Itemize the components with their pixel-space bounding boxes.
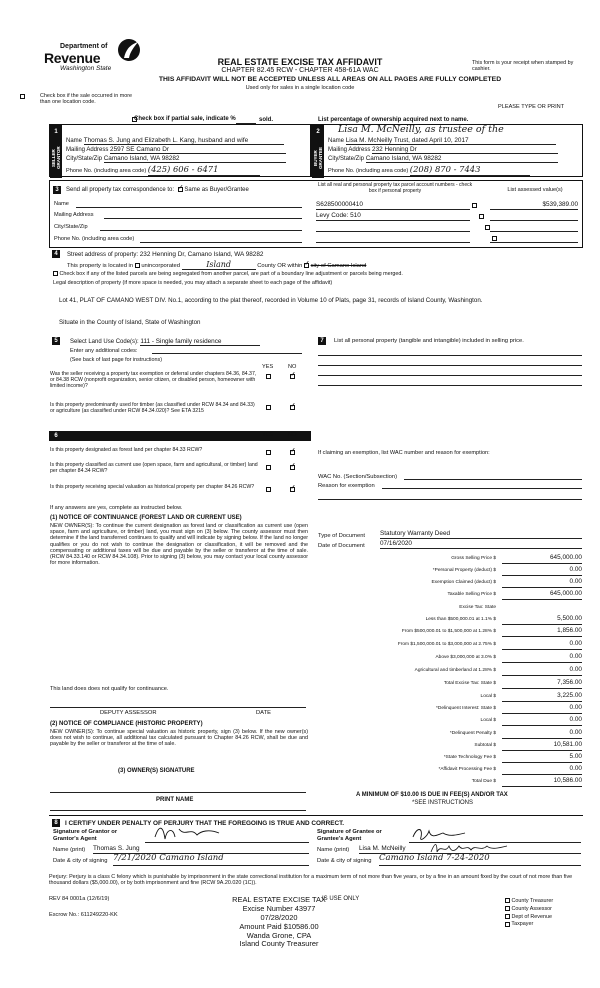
excise-tax-local[interactable]: 3,225.00 <box>502 692 582 702</box>
city-of-checkbox[interactable] <box>304 263 309 268</box>
delinquent-interest-state[interactable]: 0.00 <box>502 704 582 714</box>
tax-row <box>318 640 582 651</box>
certify-statement: I CERTIFY UNDER PENALTY OF PERJURY THAT THE FOREGOING IS TRUE AND CORRECT. <box>65 820 345 827</box>
escrow-number: Escrow No.: 611249220-KK <box>49 912 118 918</box>
copy-distribution <box>505 898 553 929</box>
ownership-pct-note: List percentage of ownership acquired next to name. <box>318 117 469 123</box>
certify-section-number: 8 <box>52 819 60 827</box>
agricultural-tax[interactable]: 0.00 <box>502 666 582 676</box>
tax-row <box>318 716 582 727</box>
property-section-number: 4 <box>52 250 60 258</box>
print-name-line[interactable] <box>50 805 306 811</box>
buyer-city-label: City/State/Zip <box>328 156 365 162</box>
historic-no-checkbox[interactable] <box>290 487 295 492</box>
parcel-number-field[interactable]: S628500000410 <box>316 201 470 210</box>
correspondence-section-number: 3 <box>53 186 61 194</box>
tax-bracket-3[interactable]: 0.00 <box>502 640 582 650</box>
tax-row-label: Subtotal $ <box>474 743 496 748</box>
grantee-date-field[interactable]: Camano Island 7-24-2020 <box>379 854 581 866</box>
buyer-section-number: 2 <box>314 128 322 136</box>
reason-label: Reason for exemption <box>318 483 375 489</box>
grantor-date-field[interactable]: 7/21/2020 Camano Island <box>113 854 309 866</box>
parcel-personal-checkbox-1[interactable] <box>472 203 477 208</box>
certify-section <box>49 815 583 873</box>
tax-row <box>318 603 582 614</box>
print-name-label: PRINT NAME <box>156 797 194 803</box>
tax-row-label: Exemption Claimed (deduct) $ <box>431 580 496 585</box>
copy-treasurer-label: County Treasurer <box>511 898 554 904</box>
deputy-assessor-line[interactable] <box>50 698 306 708</box>
street-label: Street address of property: <box>67 252 139 258</box>
tax-row-label: Less than $500,000.01 at 1.1% $ <box>425 617 496 622</box>
owner-signature-line[interactable] <box>50 783 306 793</box>
property-section <box>49 250 583 328</box>
gross-selling-price[interactable]: 645,000.00 <box>502 554 582 564</box>
tax-row-label: From $500,000.01 to $1,500,000 at 1.28% $ <box>401 629 496 634</box>
corr-phone-label: Phone No. (including area code) <box>54 236 135 242</box>
copy-treasurer-checkbox[interactable] <box>505 898 510 903</box>
stamp-line-3: 07/28/2020 <box>260 912 298 922</box>
logo-name: Revenue <box>44 50 101 66</box>
forest-no-checkbox[interactable] <box>290 450 295 455</box>
same-as-buyer-checkbox[interactable] <box>178 187 183 192</box>
taxable-selling-price[interactable]: 645,000.00 <box>502 590 582 600</box>
located-label: This property is located in <box>67 263 134 269</box>
buyer-address-label: Mailing Address <box>328 147 371 153</box>
exemption-claimed[interactable]: 0.00 <box>502 578 582 588</box>
section6-number: 6 <box>52 432 60 440</box>
legal-situate: Situate in the County of Island, State of Washington <box>59 319 201 326</box>
forest-question: Is this property designated as forest land per chapter 84.33 RCW? <box>50 447 203 453</box>
copy-assessor-label: County Assessor <box>511 905 552 912</box>
form-chapter: CHAPTER 82.45 RCW - CHAPTER 458-61A WAC <box>221 67 379 74</box>
buyer-section <box>311 124 583 177</box>
buyer-city-field[interactable]: Camano Island, WA 98282 <box>366 155 558 163</box>
tax-row-label: *Affidavit Processing Fee $ <box>438 767 496 772</box>
reason-field-2[interactable] <box>318 493 582 500</box>
buyer-phone-label: Phone No. (including area code) <box>328 168 409 174</box>
additional-codes-field[interactable] <box>152 347 302 354</box>
tax-row <box>318 753 582 764</box>
historic-yes-checkbox[interactable] <box>266 487 271 492</box>
stamp-line-5: Wanda Grone, CPA <box>246 930 312 940</box>
affidavit-processing-fee[interactable]: 0.00 <box>502 765 582 775</box>
corr-city-label: City/State/Zip <box>54 224 88 230</box>
seller-address-label: Mailing Address <box>66 147 109 153</box>
tax-row <box>318 554 582 565</box>
parcel-personal-checkbox-2[interactable] <box>479 214 484 219</box>
qualify-note: This land does does not qualify for continuance. <box>50 686 169 692</box>
seller-section <box>49 124 311 177</box>
multi-location-label: Check box if the sale occurred in more than one location code. <box>40 93 132 106</box>
seller-phone-field[interactable]: (425) 606 - 6471 <box>148 165 260 176</box>
seller-section-number: 1 <box>52 128 60 136</box>
legal-description: Lot 41, PLAT OF CAMANO WEST DIV. No.1, according to the plat thereof, recorded in Volume 10 of Plats, page 31, records of Island County, Washington. <box>59 297 483 304</box>
assessed-header: List assessed value(s) <box>507 187 563 193</box>
copy-revenue-checkbox[interactable] <box>505 914 510 919</box>
parcel-number-field-3[interactable] <box>316 223 470 232</box>
city-of-label: city of Camano Island <box>310 263 367 269</box>
corr-name-label: Name <box>54 201 69 207</box>
grantee-date-label: Date & city of signing <box>317 858 372 864</box>
tax-row-label: *Delinquent Penalty $ <box>449 731 496 736</box>
partial-sale-label: Check box if partial sale, indicate % <box>134 116 236 122</box>
partial-sale-input[interactable] <box>236 116 256 124</box>
tax-row-label: Local $ <box>480 694 496 699</box>
partial-sale-sold: sold. <box>259 117 274 123</box>
buyer-name-field[interactable]: Lisa M. McNeilly Trust, dated April 10, 2017 <box>346 137 556 145</box>
tax-row <box>318 777 582 788</box>
exemption-yes-checkbox[interactable] <box>266 374 271 379</box>
land-use-yes-header: YES <box>262 364 274 370</box>
street-value[interactable]: 232 Henning Dr, Camano Island, WA 98282 <box>139 251 264 258</box>
corr-name-field[interactable] <box>76 201 302 208</box>
exemption-question: Was the seller receiving a property tax exemption or deferral under chapters 84.36, 84.37, or 84.38 RCW (nonprofit organization, senior citizen, or disabled person, homeowner with limited income)? <box>50 371 257 389</box>
buyer-section-bar <box>312 125 324 178</box>
technology-fee[interactable]: 5.00 <box>502 753 582 763</box>
assessed-value-field-4[interactable] <box>490 234 578 243</box>
tax-row-label: Total Excise Tax: State $ <box>443 681 496 686</box>
form-warning: THIS AFFIDAVIT WILL NOT BE ACCEPTED UNLESS ALL AREAS ON ALL PAGES ARE FULLY COMPLETED <box>158 76 502 83</box>
grantee-signature-label: Signature of Grantee or Grantee's Agent <box>317 829 382 842</box>
tax-row <box>318 566 582 577</box>
tax-row-label: From $1,500,000.01 to $3,000,000 at 2.75% $ <box>397 642 496 647</box>
notice1-body: NEW OWNER(S): To continue the current designation as forest land or classification as current use (open space, farm and agriculture, or timber) land, you must sign on (3) below. The county assessor must then determine if the land transferred continues to qualify and will indicate by signing below. If the land no longer qualifies or you do not wish to continue the designation or classification, it will be removed and the compensating or additional taxes will be due and payable by the seller or transferor at the time of sale. (RCW 84.33.140 or RCW 84.34.108). Prior to signing (3) below, you may contact your local county assessor for more information. <box>50 523 308 567</box>
segregated-checkbox[interactable] <box>53 271 58 276</box>
personal-property-line-4[interactable] <box>318 378 582 386</box>
seller-city-label: City/State/Zip <box>66 156 103 162</box>
personal-property-line-1[interactable] <box>318 348 582 356</box>
grantee-name-field[interactable]: Lisa M. McNeilly <box>359 845 581 854</box>
delinquent-interest-local[interactable]: 0.00 <box>502 716 582 726</box>
deputy-date-label: DATE <box>256 710 272 716</box>
tax-row-label: *Personal Property (deduct) $ <box>432 568 496 573</box>
doc-type-field[interactable]: Statutory Warranty Deed <box>380 530 582 539</box>
seller-name-field[interactable]: Thomas S. Jung and Elizabeth L. Kang, husband and wife <box>84 137 284 145</box>
wac-label: WAC No. (Section/Subsection) <box>318 474 398 480</box>
copy-revenue-label: Dept of Revenue <box>511 913 552 920</box>
tax-row <box>318 692 582 703</box>
wac-field[interactable] <box>404 473 582 480</box>
levy-code-field[interactable]: Levy Code: 510 <box>316 212 470 221</box>
notice2-body: NEW OWNER(S): To continue special valuation as historic property, sign (3) below. If the new owner(s) does not wish to continue, all additional tax calculated pursuant to Chapter 84.26 RCW, shall be due and payable by the seller or transferor at the time of sale. <box>50 729 308 748</box>
additional-codes-label: Enter any additional codes: <box>70 348 138 354</box>
section6-yes-header: YES <box>262 432 274 438</box>
tax-row <box>318 578 582 589</box>
tax-row-label: *State Technology Fee $ <box>443 755 496 760</box>
current-use-no-checkbox[interactable] <box>290 465 295 470</box>
total-due[interactable]: 10,586.00 <box>502 777 582 787</box>
county-field[interactable]: Island <box>182 260 256 270</box>
excise-tax-state-label: Excise Tax: State <box>459 605 496 610</box>
minimum-note: A MINIMUM OF $10.00 IS DUE IN FEE(S) AND/OR TAX <box>356 792 508 798</box>
doc-type-label: Type of Document <box>318 533 366 539</box>
deputy-assessor-label: DEPUTY ASSESSOR <box>100 710 157 716</box>
tax-row <box>318 627 582 638</box>
parcel-header: List all real and personal property tax parcel account numbers - check box if personal property <box>317 182 473 194</box>
buyer-phone-field[interactable]: (208) 870 - 7443 <box>410 165 530 176</box>
exemption-claim-label: If claiming an exemption, list WAC number and reason for exemption: <box>318 450 490 456</box>
buyer-address-field[interactable]: 232 Henning Dr <box>372 146 558 154</box>
land-use-section-number: 5 <box>52 337 60 345</box>
grantor-name-field[interactable]: Thomas S. Jung <box>93 845 309 854</box>
grantor-date-label: Date & city of signing <box>53 858 108 864</box>
stamp-line-1: REAL ESTATE EXCISE TAX <box>232 895 326 904</box>
same-as-buyer-label: Same as Buyer/Grantee <box>184 187 249 194</box>
personal-property-line-2[interactable] <box>318 358 582 366</box>
exemption-no-checkbox[interactable] <box>290 374 295 379</box>
timber-no-checkbox[interactable] <box>290 405 295 410</box>
tax-row-label: Taxable Selling Price $ <box>447 592 496 597</box>
segregated-label: Check box if any of the listed parcels are being segregated from another parcel, are part of a boundary line adjustment or parcels being merged. <box>59 271 403 277</box>
legal-label: Legal description of property (if more space is needed, you may attach a separate sheet to each page of the affidavit) <box>53 280 333 286</box>
current-use-yes-checkbox[interactable] <box>266 465 271 470</box>
tax-row <box>318 615 582 626</box>
doc-date-label: Date of Document <box>318 543 365 549</box>
personal-property-line-3[interactable] <box>318 368 582 376</box>
unincorporated-label: unincorporated <box>141 263 180 269</box>
current-use-question: Is this property classified as current use (open space, farm and agricultural, or timber) land per chapter 84.34 RCW? <box>50 462 258 474</box>
county-or-within-label: County OR within <box>257 263 303 269</box>
tax-row-label: Gross Selling Price $ <box>451 556 496 561</box>
subtotal[interactable]: 10,581.00 <box>502 741 582 751</box>
tax-row <box>318 653 582 664</box>
tax-bracket-2[interactable]: 1,856.00 <box>502 627 582 637</box>
form-number: REV 84 0001a (12/6/19) <box>49 896 110 902</box>
single-location-note: Used only for sales in a single location code <box>245 85 355 91</box>
total-excise-tax-state[interactable]: 7,356.00 <box>502 679 582 689</box>
seller-section-bar <box>50 125 62 178</box>
assessed-value-field-2[interactable] <box>490 212 578 221</box>
personal-property-deduct[interactable]: 0.00 <box>502 566 582 576</box>
tax-row-label: *Delinquent Interest: State $ <box>436 706 496 711</box>
grantor-name-label: Name (print) <box>53 847 86 853</box>
multi-location-checkbox[interactable] <box>20 94 25 99</box>
stamp-line-2: Excise Number 43977 <box>242 903 316 913</box>
see-instructions-note: *SEE INSTRUCTIONS <box>412 800 474 806</box>
grantee-name-label: Name (print) <box>317 847 350 853</box>
grantor-signature-field[interactable] <box>145 829 309 843</box>
perjury-note: Perjury: Perjury is a class C felony which is punishable by imprisonment in the state correctional institution for a maximum term of not more than five years, or by a fine in an amount fixed by the court of not more than five thousand dollars ($5,000.00), or by both imprisonment and fine (RCW 9A.20.020 (1C)). <box>49 874 573 887</box>
tax-row <box>318 729 582 740</box>
tax-row <box>318 679 582 690</box>
unincorporated-checkbox[interactable] <box>135 263 140 268</box>
copy-taxpayer-label: Taxpayer <box>511 921 534 928</box>
logo-state: Washington State <box>60 65 112 72</box>
reason-field[interactable] <box>382 482 582 489</box>
stamp-overlay-text: IS USE ONLY <box>322 896 360 902</box>
tax-row-label: Above $3,000,000 at 3.0% $ <box>435 655 496 660</box>
corr-address-field[interactable] <box>104 212 302 219</box>
forest-yes-checkbox[interactable] <box>266 450 271 455</box>
buyer-name-label: Name <box>328 138 345 144</box>
if-yes-note: If any answers are yes, complete as instructed below. <box>50 505 183 511</box>
tax-row <box>318 765 582 776</box>
logo <box>34 36 144 72</box>
grantor-signature-mark-icon <box>153 823 223 843</box>
correspondence-label: Send all property tax correspondence to: <box>66 187 175 194</box>
receipt-note: This form is your receipt when stamped by cashier. <box>472 60 574 73</box>
delinquent-penalty[interactable]: 0.00 <box>502 729 582 739</box>
timber-question: Is this property predominantly used for timber (as classified under RCW 84.34 and 84.33) or agriculture (as classified under RCW 84.34.020)? See ETA 3215 <box>50 402 255 414</box>
section6-no-header: NO <box>288 432 297 438</box>
notice2-title: (2) NOTICE OF COMPLIANCE (HISTORIC PROPERTY) <box>50 721 203 727</box>
seller-name-label: Name <box>66 138 83 144</box>
timber-yes-checkbox[interactable] <box>266 405 271 410</box>
tax-row-label: Agricultural and timberland at 1.28% $ <box>414 668 496 673</box>
owner-signature-label: (3) OWNER(S) SIGNATURE <box>118 768 195 774</box>
tax-bracket-1[interactable]: 5,500.00 <box>502 615 582 625</box>
seller-phone-label: Phone No. (including area code) <box>66 168 147 174</box>
personal-property-label: List all personal property (tangible and intangible) included in selling price. <box>334 338 524 344</box>
section7-number: 7 <box>318 337 326 345</box>
tax-row <box>318 590 582 601</box>
tax-row-label: Local $ <box>480 718 496 723</box>
form-title: REAL ESTATE EXCISE TAX AFFIDAVIT <box>217 57 383 67</box>
buyer-side-label: BUYER GRANTEE <box>313 147 324 170</box>
treasurer-stamp <box>204 896 354 949</box>
logo-emblem-icon <box>116 36 142 64</box>
doc-date-field[interactable]: 07/16/2020 <box>380 540 582 549</box>
corr-address-label: Mailing Address <box>54 212 94 218</box>
land-use-no-header: NO <box>288 364 297 370</box>
assessed-value-field[interactable]: $539,389.00 <box>490 201 578 210</box>
notice1-title: (1) NOTICE OF CONTINUANCE (FOREST LAND OR CURRENT USE) <box>50 515 242 521</box>
see-back-note: (See back of last page for instructions) <box>70 357 162 363</box>
corr-phone-field[interactable] <box>140 236 302 243</box>
land-use-code-field[interactable]: 111 - Single family residence <box>140 338 260 346</box>
tax-row <box>318 741 582 752</box>
assessed-value-field-3[interactable] <box>490 223 578 232</box>
correspondence-section <box>49 180 583 248</box>
tax-bracket-4[interactable]: 0.00 <box>502 653 582 663</box>
copy-assessor-checkbox[interactable] <box>505 906 510 911</box>
type-print-note: PLEASE TYPE OR PRINT <box>498 104 565 110</box>
corr-city-field[interactable] <box>100 224 302 231</box>
land-use-label: Select Land Use Code(s): <box>70 339 139 345</box>
seller-side-label: SELLER GRANTOR <box>51 146 62 170</box>
seller-address-field[interactable]: 2597 SE Camano Dr <box>110 146 286 154</box>
grantor-signature-label: Signature of Grantor or Grantor's Agent <box>53 829 118 842</box>
tax-row <box>318 704 582 715</box>
parcel-number-field-4[interactable] <box>316 234 470 243</box>
copy-taxpayer-checkbox[interactable] <box>505 922 510 927</box>
buyer-handwritten-name: Lisa M. McNeilly, as trustee of the <box>338 124 504 135</box>
historic-question: Is this property receiving special valuation as historical property per chapter 84.26 RCW? <box>50 484 255 490</box>
stamp-line-4: Amount Paid $10586.00 <box>239 921 319 931</box>
stamp-line-6: Island County Treasurer <box>239 939 319 949</box>
tax-row-label: Total Due $ <box>471 779 496 784</box>
tax-row <box>318 666 582 677</box>
seller-city-field[interactable]: Camano Island, WA 98282 <box>104 155 286 163</box>
logo-dept: Department of <box>60 43 108 50</box>
